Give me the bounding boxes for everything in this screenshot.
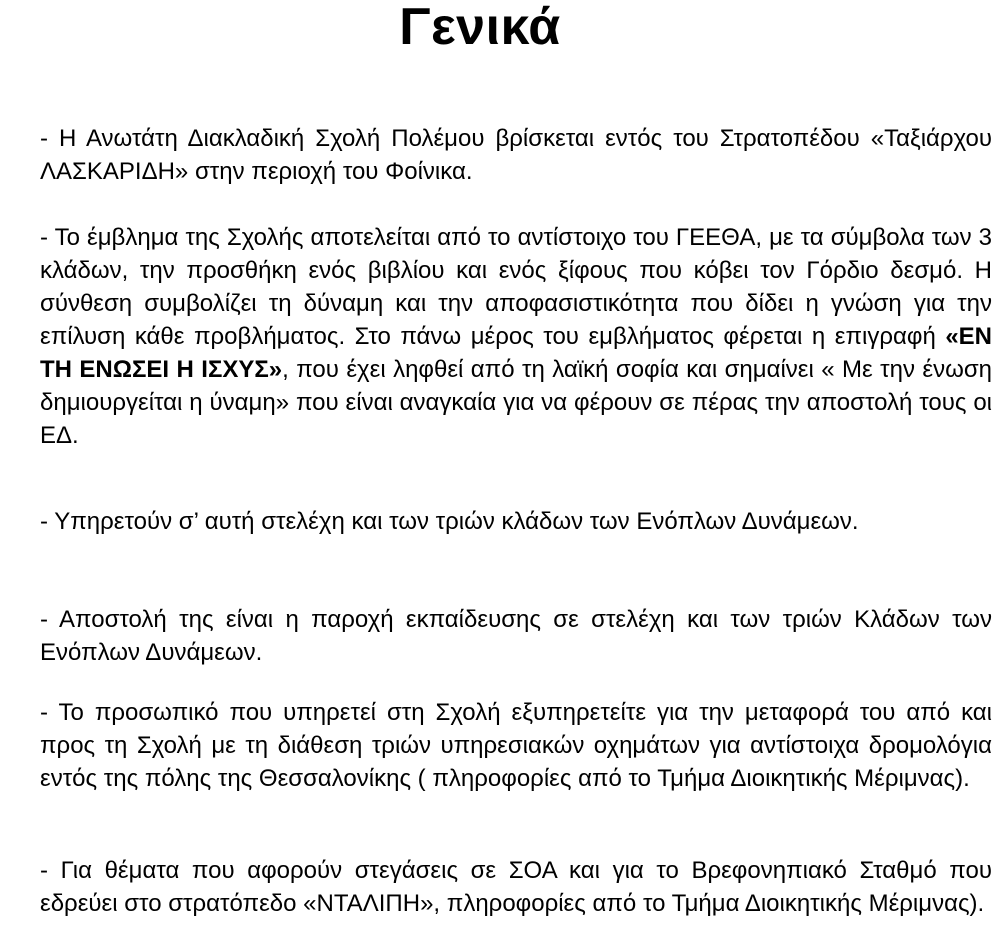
emblem-motto: «ΕΝ ΤΗ ΕΝΩΣΕΙ Η ΙΣΧΥΣ» <box>40 323 992 383</box>
paragraph-housing: - Για θέματα που αφορούν στεγάσεις σε ΣΟΑ και για το Βρεφονηπιακό Σταθμό που εδρεύει στο στρατόπεδο «ΝΤΑΛΙΠΗ», πληροφορίες από το Τμήμα Διοικητικής Μέριμνας). <box>40 857 992 917</box>
page-title: Γενικά <box>399 0 561 56</box>
paragraph-personnel: - Υπηρετούν σ’ αυτή στελέχη και των τριών κλάδων των Ενόπλων Δυνάμεων. <box>40 508 859 535</box>
paragraph-mission: - Αποστολή της είναι η παροχή εκπαίδευσης σε στελέχη και των τριών Κλάδων των Ενόπλων Δυνάμεων. <box>40 606 992 666</box>
emblem-text-after: , που έχει ληφθεί από τη λαϊκή σοφία και σημαίνει « Με την ένωση δημιουργείται η ύναμη» που είναι αναγκαία για να φέρουν σε πέρας την αποστολή τους οι ΕΔ. <box>40 356 992 449</box>
paragraph-location: - Η Ανωτάτη Διακλαδική Σχολή Πολέμου βρίσκεται εντός του Στρατοπέδου «Ταξιάρχου ΛΑΣΚΑΡΙΔΗ» στην περιοχή του Φοίνικα. <box>40 125 992 185</box>
document-page <box>4 0 992 917</box>
emblem-text-before: - Το έμβλημα της Σχολής αποτελείται από το αντίστοιχο του ΓΕΕΘΑ, με τα σύμβολα των 3 κλάδων, την προσθήκη ενός βιβλίου και ενός ξίφους που κόβει τον Γόρδιο δεσμό. Η σύνθεση συμβολίζει τη δύναμη και την αποφασιστικότητα που δίδει η γνώση για την επίλυση κάθε προβλήματος. Στο πάνω μέρος του εμβλήματος φέρεται η επιγραφή <box>40 224 992 350</box>
paragraph-emblem <box>4 221 992 452</box>
paragraph-transport: - Το προσωπικό που υπηρετεί στη Σχολή εξυπηρετείτε για την μεταφορά του από και προς τη Σχολή με τη διάθεση τριών υπηρεσιακών οχημάτων για αντίστοιχα δρομολόγια εντός της πόλης της Θεσσαλονίκης ( πληροφορίες από το Τμήμα Διοικητικής Μέριμνας). <box>40 699 992 792</box>
